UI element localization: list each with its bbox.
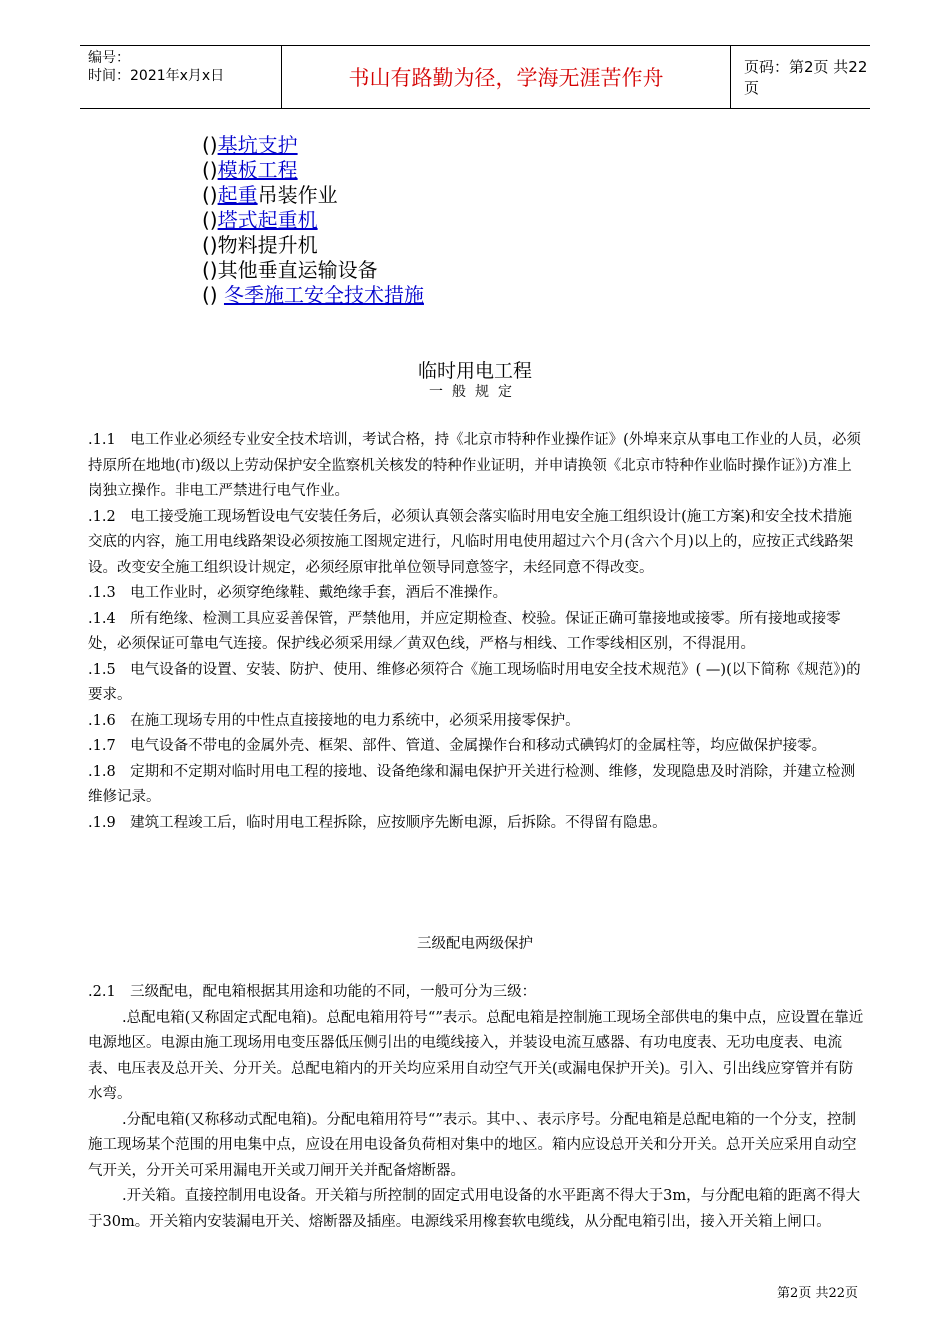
paragraph: .开关箱。直接控制用电设备。开关箱与所控制的固定式用电设备的水平距离不得大于3m，与分配电箱的距离不得大于30m。开关箱内安装漏电开关、熔断器及插座。电源线采用橡套软电缆线，从分配电箱引出，接入开关箱上闸口。 <box>88 1188 861 1230</box>
paragraph: .1.8 定期和不定期对临时用电工程的接地、设备绝缘和漏电保护开关进行检测、维修，发现隐患及时消除，并建立检测维修记录。 <box>88 763 856 805</box>
toc-link[interactable]: 冬季施工安全技术措施 <box>223 283 424 307</box>
toc-item: ()物料提升机 <box>202 233 318 257</box>
toc-item: ()其他垂直运输设备 <box>202 258 378 282</box>
header-motto: 书山有路勤为径，学海无涯苦作舟 <box>282 46 731 108</box>
section1-body <box>88 428 864 836</box>
paragraph: .1.2 电工接受施工现场暂设电气安装任务后，必须认真领会落实临时用电安全施工组织设计(施工方案)和安全技术措施交底的内容，施工用电线路架设必须按施工图规定进行，凡临时用电使用超过六个月(含六个月)以上的，应按正式线路架设。改变安全施工组织设计规定，必须经原审批单位领导同意签字，未经同意不得改变。 <box>88 508 854 576</box>
toc-link[interactable]: 塔式起重机 <box>217 208 318 232</box>
number-label: 编号： <box>88 50 130 66</box>
paragraph: .1.5 电气设备的设置、安装、防护、使用、维修必须符合《施工现场临时用电安全技术规范》( —)(以下简称《规范》)的要求。 <box>88 661 861 703</box>
paragraph: .分配电箱(又称移动式配电箱)。分配电箱用符号“”表示。其中、、表示序号。分配电箱是总配电箱的一个分支，控制施工现场某个范围的用电集中点，应设在用电设备负荷相对集中的地区。箱内应设总开关和分开关。总开关应采用自动空气开关，分开关可采用漏电开关或刀闸开关并配备熔断器。 <box>88 1111 857 1179</box>
toc-list <box>202 133 424 308</box>
paragraph: .总配电箱(又称固定式配电箱)。总配电箱用符号“”表示。总配电箱是控制施工现场全部供电的集中点，应设置在靠近电源地区。电源由施工现场用电变压器低压侧引出的电缆线接入，并装设电流互感器、有功电度表、无功电度表、电流表、电压表及总开关、分开关。总配电箱内的开关均应采用自动空气开关(或漏电保护开关)。引入、引出线应穿管并有防水弯。 <box>88 1009 864 1102</box>
page-footer: 第2页 共22页 <box>777 1286 858 1301</box>
toc-item: ()塔式起重机 <box>202 208 318 232</box>
toc-link[interactable]: 起重 <box>217 183 258 207</box>
paragraph: .1.9 建筑工程竣工后，临时用电工程拆除，应按顺序先断电源，后拆除。不得留有隐患。 <box>88 814 667 831</box>
toc-link[interactable]: 基坑支护 <box>217 133 298 157</box>
time-label: 时间：2021年x月x日 <box>88 68 225 84</box>
paragraph: .2.1 三级配电，配电箱根据其用途和功能的不同，一般可分为三级： <box>88 984 537 1000</box>
toc-item: () 冬季施工安全技术措施 <box>202 283 424 307</box>
toc-item: ()起重吊装作业 <box>202 183 338 207</box>
section-title: 临时用电工程 <box>417 360 532 382</box>
section2-title: 三级配电两级保护 <box>417 936 533 952</box>
toc-item: ()模板工程 <box>202 158 298 182</box>
paragraph: .1.3 电工作业时，必须穿绝缘鞋、戴绝缘手套，酒后不准操作。 <box>88 585 508 601</box>
section-subtitle: 一般规定 <box>429 384 521 400</box>
header-table <box>80 45 870 109</box>
toc-link[interactable]: 模板工程 <box>217 158 298 182</box>
paragraph: .1.1 电工作业必须经专业安全技术培训，考试合格，持《北京市特种作业操作证》(外埠来京从事电工作业的人员，必须持原所在地地(市)级以上劳动保护安全监察机关核发的特种作业证明，并申请换领《北京市特种作业临时操作证》)方准上岗独立操作。非电工严禁进行电气作业。 <box>88 432 861 499</box>
section2-body <box>88 980 864 1235</box>
paragraph: .1.4 所有绝缘、检测工具应妥善保管，严禁他用，并应定期检查、校验。保证正确可靠接地或接零。所有接地或接零处，必须保证可靠电气连接。保护线必须采用绿／黄双色线，严格与相线、工作零线相区别，不得混用。 <box>88 610 841 652</box>
header-meta <box>80 46 282 108</box>
header-page-info: 页码：第2页 共22页 <box>744 58 868 97</box>
paragraph: .1.6 在施工现场专用的中性点直接接地的电力系统中，必须采用接零保护。 <box>88 712 580 729</box>
paragraph: .1.7 电气设备不带电的金属外壳、框架、部件、管道、金属操作台和移动式碘钨灯的金属柱等，均应做保护接零。 <box>88 738 827 754</box>
toc-item: ()基坑支护 <box>202 133 298 157</box>
